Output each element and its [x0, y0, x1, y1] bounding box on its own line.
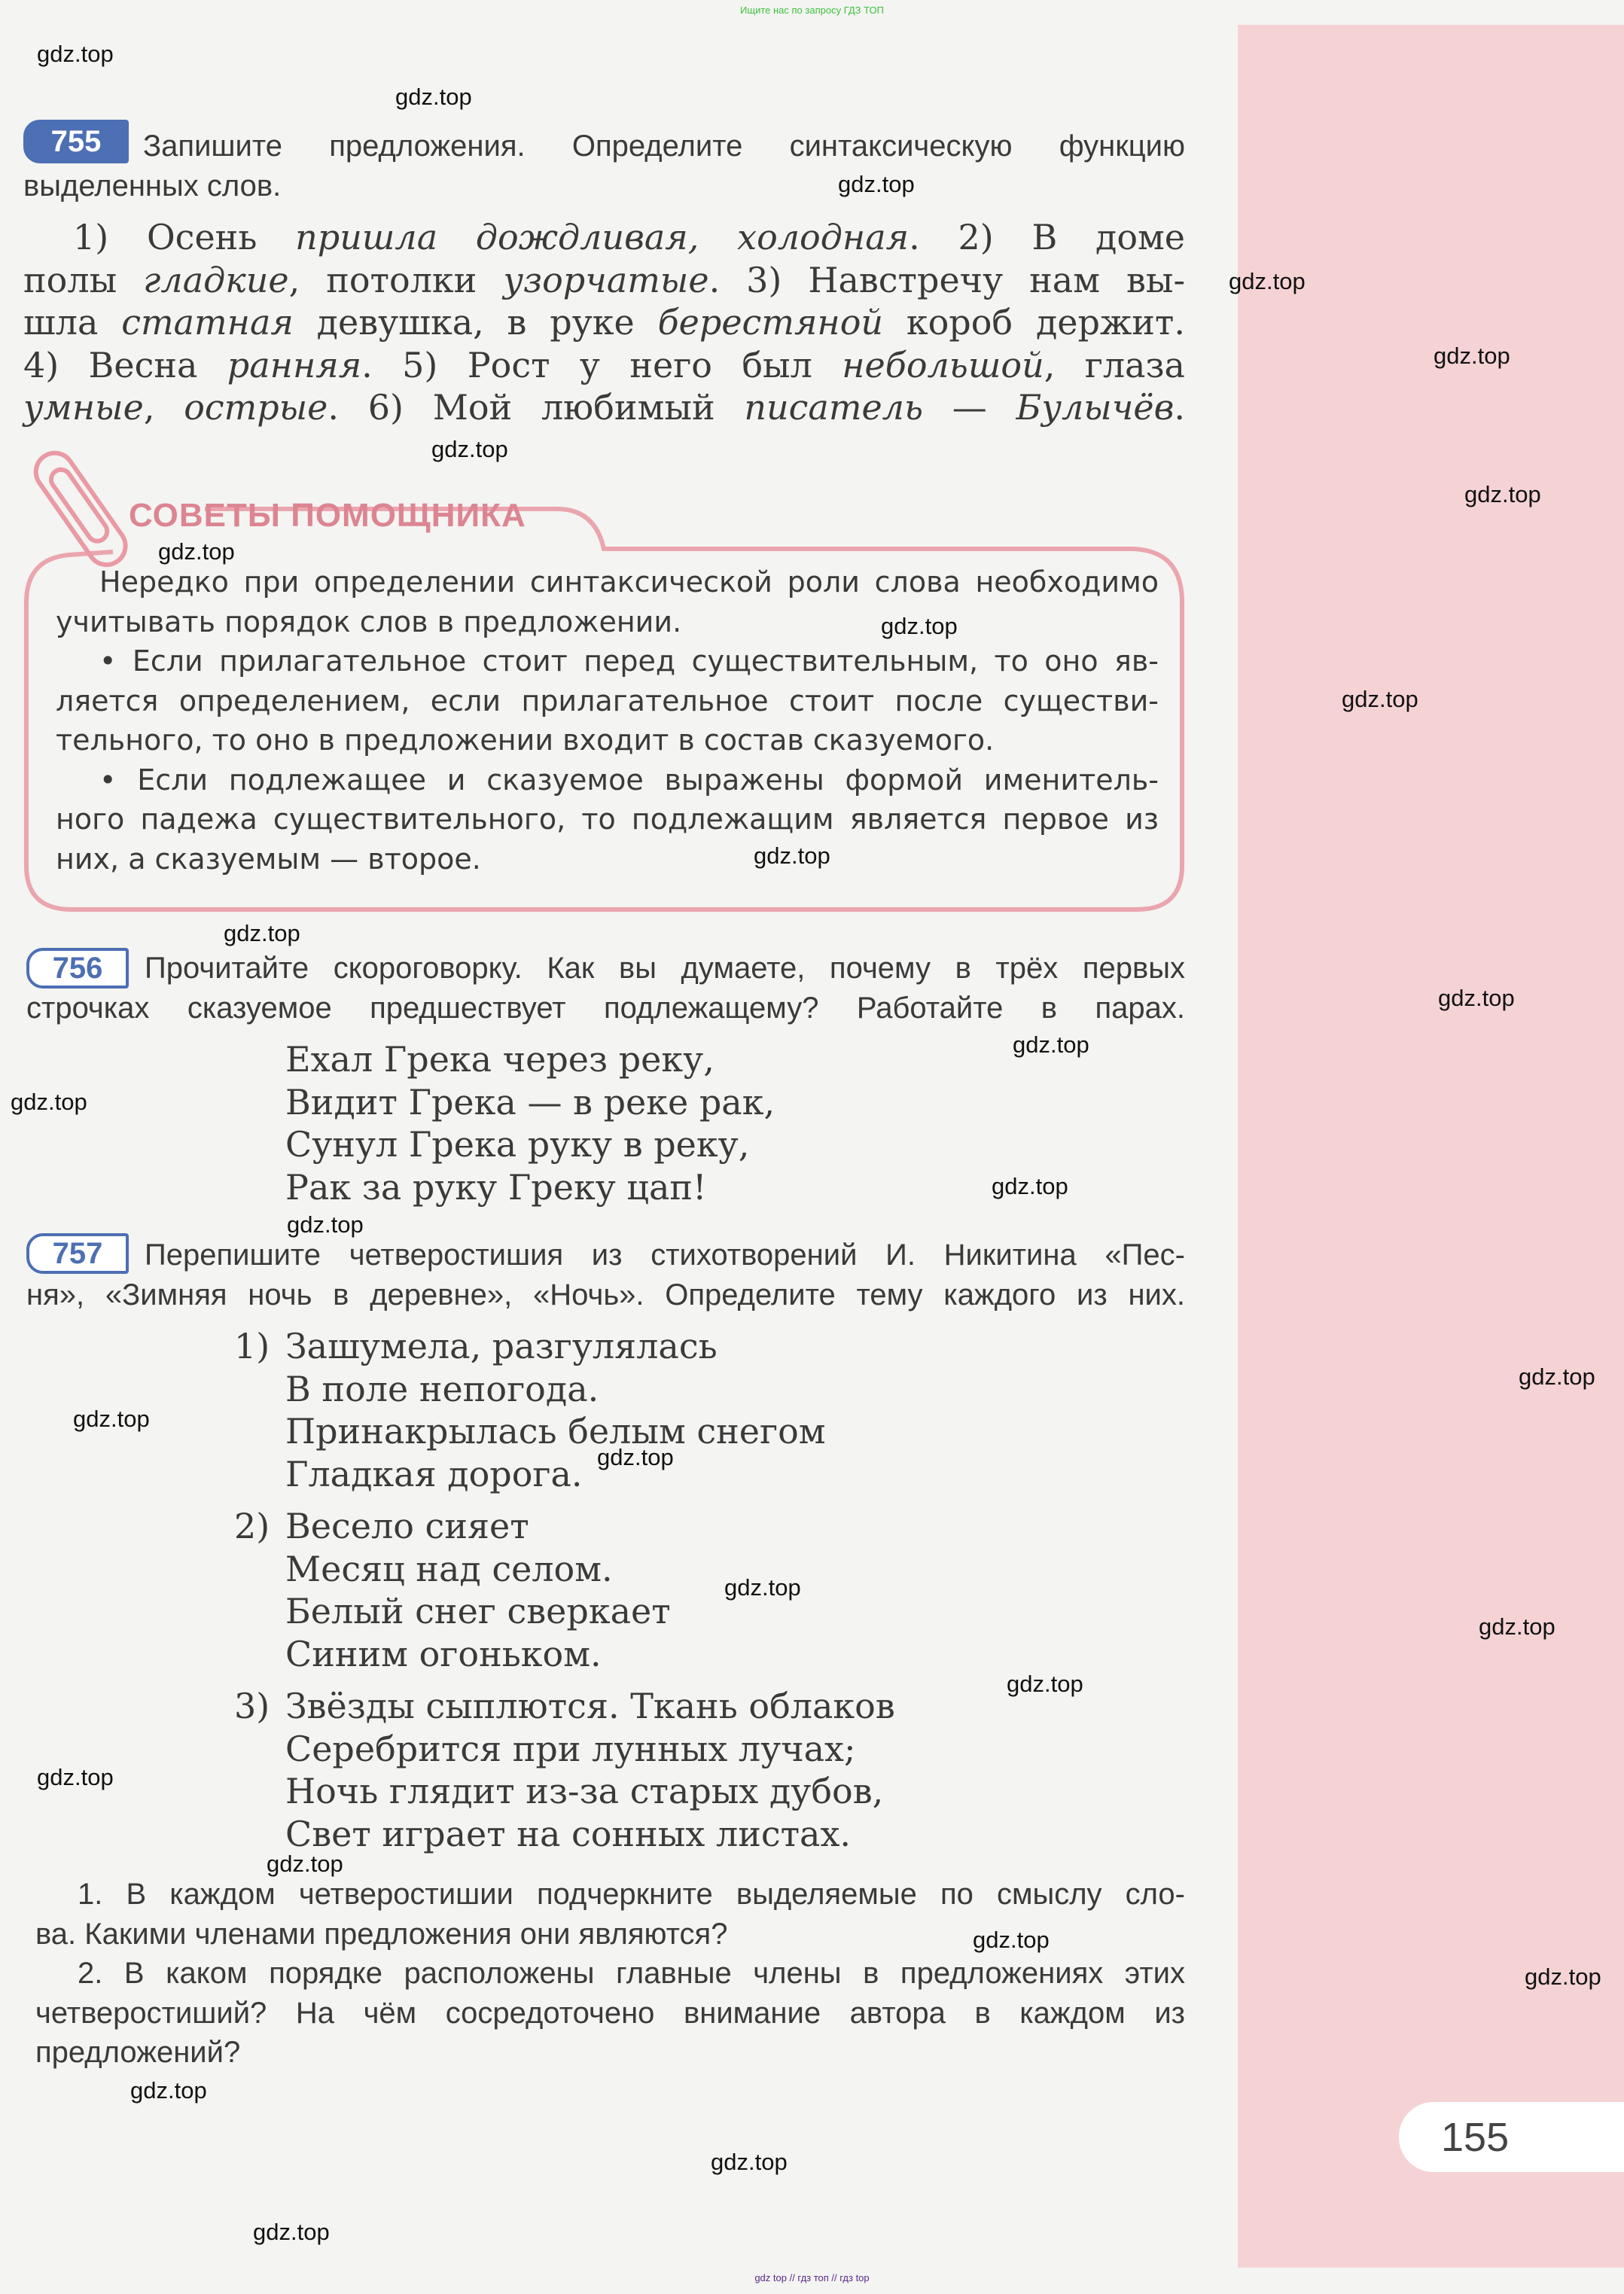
poem-1-number: 1) — [234, 1326, 270, 1366]
watermark: gdz.top — [1229, 268, 1306, 294]
sentence-line: умные, острые. 6) Мой любимый писатель — Булычёв. — [23, 387, 1186, 428]
advice-title: СОВЕТЫ ПОМОЩНИКА — [129, 497, 526, 534]
exercise-757-instruction-2 — [26, 1275, 1185, 1315]
poem-line: Видит Грека — в реке рак, — [285, 1081, 775, 1123]
exercise-756-badge: 756 — [26, 948, 129, 989]
instruction-line: Прочитайте скороговорку. Как вы думаете, почему в трёх первых — [145, 952, 1185, 985]
watermark: gdz.top — [1519, 1363, 1595, 1390]
poem-2 — [285, 1505, 671, 1675]
watermark: gdz.top — [597, 1444, 674, 1470]
question-line: предложений? — [35, 2036, 241, 2069]
poem-1 — [285, 1325, 826, 1495]
poem-line: Серебрится при лунных лучах; — [285, 1728, 856, 1769]
watermark: gdz.top — [1007, 1671, 1083, 1697]
watermark: gdz.top — [37, 41, 114, 67]
footer-note: gdz top // гдз топ // гдз top — [754, 2272, 870, 2283]
advice-line: ляется определением, если прилагательное стоит после существи- — [56, 684, 1159, 717]
exercise-756-instruction — [145, 949, 1185, 989]
watermark: gdz.top — [1479, 1613, 1555, 1640]
watermark: gdz.top — [431, 436, 508, 462]
sentence-line: шла статная девушка, в руке берестяной короб держит. — [23, 302, 1185, 343]
sentence-line: полы гладкие, потолки узорчатые. 3) Навстречу нам вы- — [23, 259, 1186, 300]
exercise-755-badge: 755 — [23, 120, 129, 163]
watermark: gdz.top — [1464, 481, 1541, 507]
poem-line: Ехал Грека через реку, — [285, 1039, 714, 1080]
watermark: gdz.top — [37, 1764, 114, 1790]
poem-line: Белый снег сверкает — [285, 1591, 671, 1631]
question-line: ва. Какими членами предложения они являются? — [35, 1917, 728, 1951]
poem-line: Гладкая дорога. — [285, 1453, 583, 1494]
watermark: gdz.top — [287, 1211, 364, 1238]
instruction-line: ня», «Зимняя ночь в деревне», «Ночь». Определите тему каждого из них. — [26, 1278, 1185, 1312]
exercise-756-instruction-2 — [26, 989, 1185, 1028]
watermark: gdz.top — [11, 1089, 87, 1115]
watermark: gdz.top — [1438, 985, 1515, 1011]
poem-line: Сунул Грека руку в реку, — [285, 1124, 750, 1165]
sentence-line: 1) Осень пришла дождливая, холодная. 2) В доме — [73, 217, 1186, 257]
advice-line: тельного, то оно в предложении входит в состав сказуемого. — [56, 724, 995, 757]
watermark: gdz.top — [1342, 686, 1418, 712]
advice-line: • Если подлежащее и сказуемое выражены формой именитель- — [99, 763, 1159, 797]
exercise-757-questions — [35, 1875, 1185, 2073]
watermark: gdz.top — [1434, 343, 1510, 369]
page-margin — [1238, 25, 1624, 2268]
watermark: gdz.top — [992, 1173, 1068, 1199]
watermark: gdz.top — [253, 2219, 330, 2245]
advice-line: Нередко при определении синтаксической роли слова необходимо — [99, 565, 1159, 599]
watermark: gdz.top — [158, 538, 235, 565]
poem-line: Звёзды сыплются. Ткань облаков — [285, 1686, 895, 1726]
poem-line: Принакрылась белым снегом — [285, 1411, 826, 1452]
watermark: gdz.top — [224, 920, 300, 946]
poem-line: В поле непогода. — [285, 1368, 599, 1409]
poem-3-number: 3) — [234, 1686, 270, 1726]
top-note: Ищите нас по запросу ГДЗ ТОП — [740, 5, 884, 16]
poem-line: Месяц над селом. — [285, 1548, 613, 1589]
watermark: gdz.top — [838, 171, 915, 197]
advice-line: • Если прилагательное стоит перед существительным, то оно яв- — [99, 644, 1159, 678]
exercise-757-badge: 757 — [26, 1233, 129, 1274]
poem-line: Свет играет на сонных листах. — [285, 1813, 852, 1854]
tongue-twister — [285, 1038, 775, 1208]
poem-2-number: 2) — [234, 1506, 270, 1546]
advice-line: них, а сказуемым — второе. — [56, 842, 481, 876]
watermark: gdz.top — [395, 84, 472, 110]
instruction-line: Перепишите четверостишия из стихотворений И. Никитина «Пес- — [145, 1238, 1185, 1272]
poem-line: Зашумела, разгулялась — [285, 1326, 718, 1366]
question-line: 1. В каждом четверостишии подчеркните выделяемые по смыслу сло- — [78, 1878, 1185, 1911]
page-number: 155 — [1399, 2102, 1624, 2172]
instruction-line: Запишите предложения. Определите синтаксическую функцию — [143, 129, 1185, 163]
poem-3 — [285, 1685, 895, 1855]
watermark: gdz.top — [267, 1851, 343, 1877]
watermark: gdz.top — [724, 1574, 801, 1601]
watermark: gdz.top — [73, 1406, 150, 1432]
watermark: gdz.top — [1013, 1031, 1089, 1058]
advice-body — [56, 562, 1159, 879]
advice-line: учитывать порядок слов в предложении. — [56, 605, 682, 638]
instruction-line: строчках сказуемое предшествует подлежащему? Работайте в парах. — [26, 992, 1185, 1025]
watermark: gdz.top — [711, 2149, 788, 2175]
question-line: 2. В каком порядке расположены главные члены в предложениях этих — [78, 1957, 1185, 1990]
watermark: gdz.top — [130, 2077, 207, 2104]
poem-line: Рак за руку Греку цап! — [285, 1166, 707, 1208]
exercise-755-instruction-2: выделенных слов. — [23, 169, 282, 203]
watermark: gdz.top — [973, 1927, 1050, 1953]
advice-line: ного падежа существительного, то подлежащим является первое из — [56, 803, 1159, 836]
poem-line: Весело сияет — [285, 1506, 529, 1546]
watermark: gdz.top — [881, 613, 958, 639]
question-line: четверостиший? На чём сосредоточено внимание автора в каждом из — [35, 1996, 1185, 2030]
poem-line: Ночь глядит из-за старых дубов, — [285, 1771, 884, 1811]
poem-line: Синим огоньком. — [285, 1633, 602, 1674]
exercise-757-instruction — [145, 1235, 1185, 1275]
watermark: gdz.top — [1525, 1963, 1601, 1990]
watermark: gdz.top — [754, 842, 830, 869]
sentence-line: 4) Весна ранняя. 5) Рост у него был небольшой, глаза — [23, 344, 1185, 385]
